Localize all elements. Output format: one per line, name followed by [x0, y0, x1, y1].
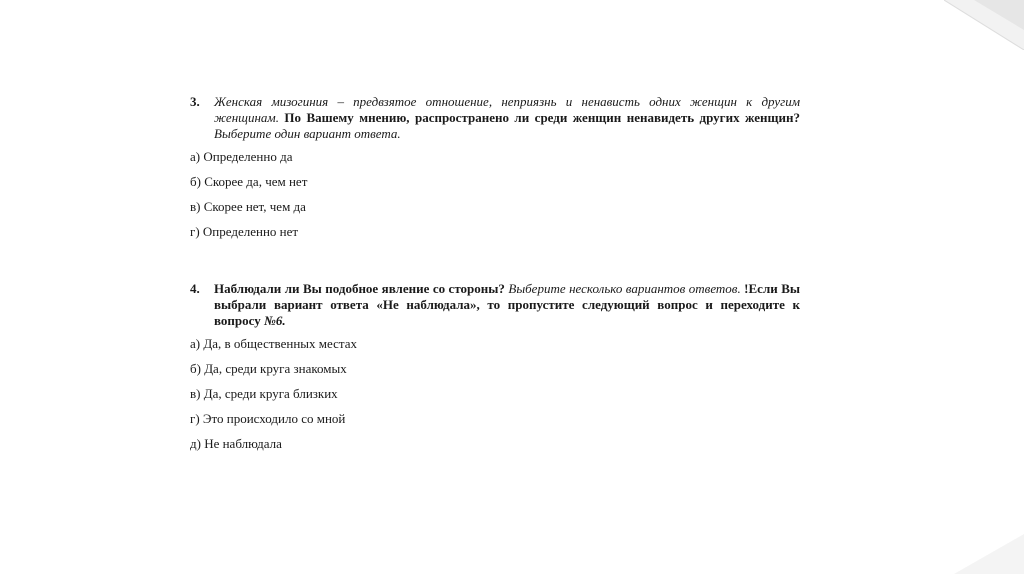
- option-4d[interactable]: г) Это происходило со мной: [190, 411, 346, 426]
- page-corner-decoration: [944, 0, 1024, 50]
- question-4: [190, 281, 800, 460]
- question-3: [190, 94, 800, 248]
- option-4a[interactable]: а) Да, в общественных местах: [190, 336, 357, 351]
- option-3b[interactable]: б) Скорее да, чем нет: [190, 174, 308, 189]
- question-3-question: По Вашему мнению, распространено ли среди женщин ненавидеть других женщин?: [284, 110, 801, 125]
- question-4-question: Наблюдали ли Вы подобное явление со стороны?: [214, 281, 505, 296]
- question-4-instruction: Выберите несколько вариантов ответов.: [508, 281, 741, 296]
- question-3-options: [190, 148, 800, 248]
- question-3-instruction: Выберите один вариант ответа.: [214, 126, 401, 141]
- question-4-header: [190, 281, 800, 329]
- question-3-header: [190, 94, 800, 142]
- question-4-note: !Если Вы выбрали вариант ответа «Не наблюдала», то пропустите следующий вопрос и переходите к вопросу: [214, 281, 801, 328]
- question-3-text: [214, 94, 800, 142]
- question-4-number: 4.: [190, 281, 200, 296]
- question-4-text: [214, 281, 800, 329]
- option-4c[interactable]: в) Да, среди круга близких: [190, 386, 338, 401]
- question-3-intro: Женская мизогиния – предвзятое отношение, неприязнь и ненависть одних женщин к другим женщинам.: [214, 94, 800, 125]
- question-4-options: [190, 335, 800, 460]
- option-3c[interactable]: в) Скорее нет, чем да: [190, 199, 306, 214]
- option-3a[interactable]: а) Определенно да: [190, 149, 293, 164]
- question-3-number: 3.: [190, 94, 200, 109]
- question-4-note-ref: №6.: [264, 313, 286, 328]
- option-4e[interactable]: д) Не наблюдала: [190, 436, 282, 451]
- option-4b[interactable]: б) Да, среди круга знакомых: [190, 361, 347, 376]
- option-3d[interactable]: г) Определенно нет: [190, 224, 299, 239]
- page-corner-decoration-bottom: [954, 534, 1024, 574]
